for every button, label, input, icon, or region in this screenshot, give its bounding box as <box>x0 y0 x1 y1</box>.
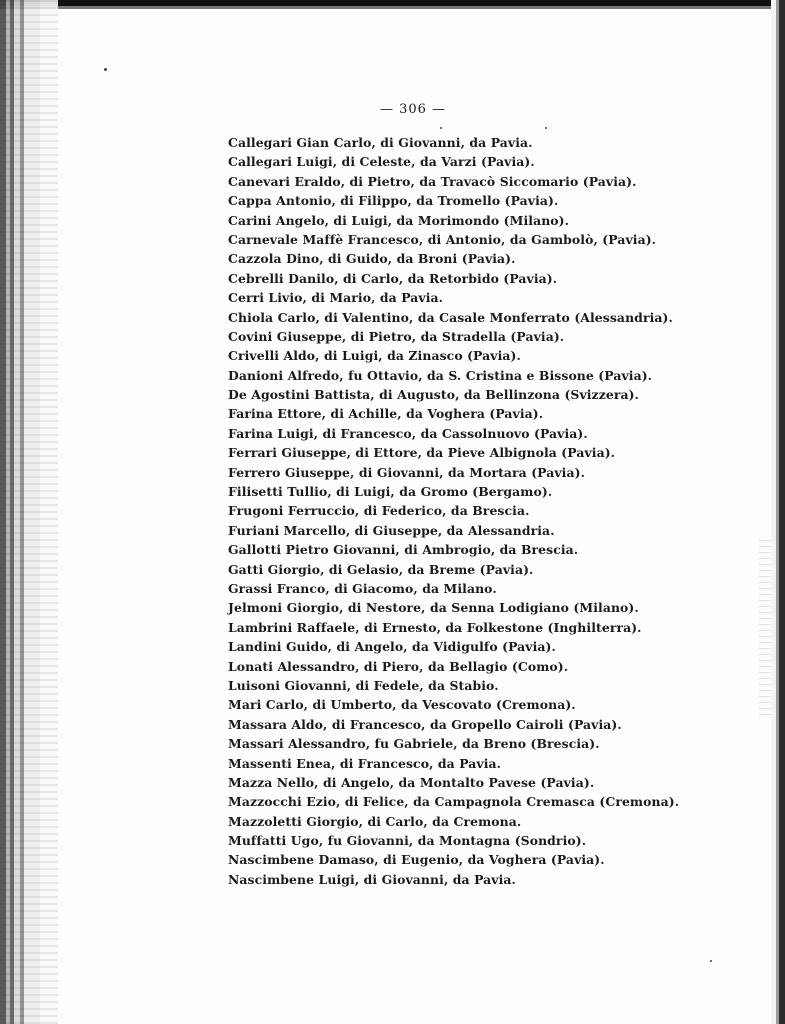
list-entry: Lambrini Raffaele, di Ernesto, da Folkestone (Inghilterra). <box>228 619 642 635</box>
list-entry: Mazzoletti Giorgio, di Carlo, da Cremona. <box>228 813 522 829</box>
list-entry: Grassi Franco, di Giacomo, da Milano. <box>228 580 497 596</box>
list-entry: Covini Giuseppe, di Pietro, da Stradella (Pavia). <box>228 328 565 344</box>
list-entry: Lonati Alessandro, di Piero, da Bellagio (Como). <box>228 658 569 674</box>
list-entry: Frugoni Ferruccio, di Federico, da Brescia. <box>228 503 530 519</box>
list-entry: Luisoni Giovanni, di Fedele, da Stabio. <box>228 677 499 693</box>
list-entry: Farina Luigi, di Francesco, da Cassolnuovo (Pavia). <box>228 425 588 441</box>
list-entry: Massenti Enea, di Francesco, da Pavia. <box>228 755 502 771</box>
list-entry: Nascimbene Damaso, di Eugenio, da Voghera (Pavia). <box>228 852 605 868</box>
name-list <box>228 133 728 889</box>
list-entry: Cazzola Dino, di Guido, da Broni (Pavia). <box>228 251 516 267</box>
right-scan-edge <box>771 0 785 1024</box>
list-entry: Muffatti Ugo, fu Giovanni, da Montagna (Sondrio). <box>228 833 587 849</box>
speck-mark <box>710 960 712 962</box>
list-entry: Nascimbene Luigi, di Giovanni, da Pavia. <box>228 871 516 887</box>
list-entry: Mazza Nello, di Angelo, da Montalto Pavese (Pavia). <box>228 774 595 790</box>
list-entry: Filisetti Tullio, di Luigi, da Gromo (Bergamo). <box>228 484 553 500</box>
list-entry: Carnevale Maffè Francesco, di Antonio, da Gambolò, (Pavia). <box>228 231 657 247</box>
list-entry: Cappa Antonio, di Filippo, da Tromello (Pavia). <box>228 193 559 209</box>
list-entry: Callegari Luigi, di Celeste, da Varzi (Pavia). <box>228 154 535 170</box>
list-entry: Chiola Carlo, di Valentino, da Casale Monferrato (Alessandria). <box>228 309 673 325</box>
list-entry: Mari Carlo, di Umberto, da Vescovato (Cremona). <box>228 697 576 713</box>
list-entry: Furiani Marcello, di Giuseppe, da Alessandria. <box>228 522 555 538</box>
right-margin-speckle <box>759 540 771 720</box>
list-entry: Landini Guido, di Angelo, da Vidigulfo (Pavia). <box>228 639 556 655</box>
list-entry: Danioni Alfredo, fu Ottavio, da S. Cristina e Bissone (Pavia). <box>228 367 653 383</box>
speck-mark <box>104 68 107 71</box>
binding-edge <box>0 0 58 1024</box>
speck-mark <box>545 127 547 129</box>
list-entry: Ferrari Giuseppe, di Ettore, da Pieve Albignola (Pavia). <box>228 445 616 461</box>
list-entry: Jelmoni Giorgio, di Nestore, da Senna Lodigiano (Milano). <box>228 600 639 616</box>
list-entry: Ferrero Giuseppe, di Giovanni, da Mortara (Pavia). <box>228 464 585 480</box>
list-entry: Gallotti Pietro Giovanni, di Ambrogio, da Brescia. <box>228 542 579 558</box>
list-entry: Crivelli Aldo, di Luigi, da Zinasco (Pavia). <box>228 348 521 364</box>
list-entry: Canevari Eraldo, di Pietro, da Travacò Siccomario (Pavia). <box>228 173 637 189</box>
list-entry: Massara Aldo, di Francesco, da Gropello Cairoli (Pavia). <box>228 716 622 732</box>
list-entry: Cebrelli Danilo, di Carlo, da Retorbido (Pavia). <box>228 270 558 286</box>
list-entry: Carini Angelo, di Luigi, da Morimondo (Milano). <box>228 212 570 228</box>
page-number: — 306 — <box>380 102 447 117</box>
speck-mark <box>440 127 442 129</box>
list-entry: Mazzocchi Ezio, di Felice, da Campagnola Cremasca (Cremona). <box>228 794 680 810</box>
top-scan-edge <box>0 0 785 9</box>
list-entry: Massari Alessandro, fu Gabriele, da Breno (Brescia). <box>228 736 600 752</box>
list-entry: Cerri Livio, di Mario, da Pavia. <box>228 290 444 306</box>
list-entry: De Agostini Battista, di Augusto, da Bellinzona (Svizzera). <box>228 387 639 403</box>
list-entry: Callegari Gian Carlo, di Giovanni, da Pavia. <box>228 135 533 150</box>
list-entry: Gatti Giorgio, di Gelasio, da Breme (Pavia). <box>228 561 534 577</box>
list-entry: Farina Ettore, di Achille, da Voghera (Pavia). <box>228 406 544 422</box>
